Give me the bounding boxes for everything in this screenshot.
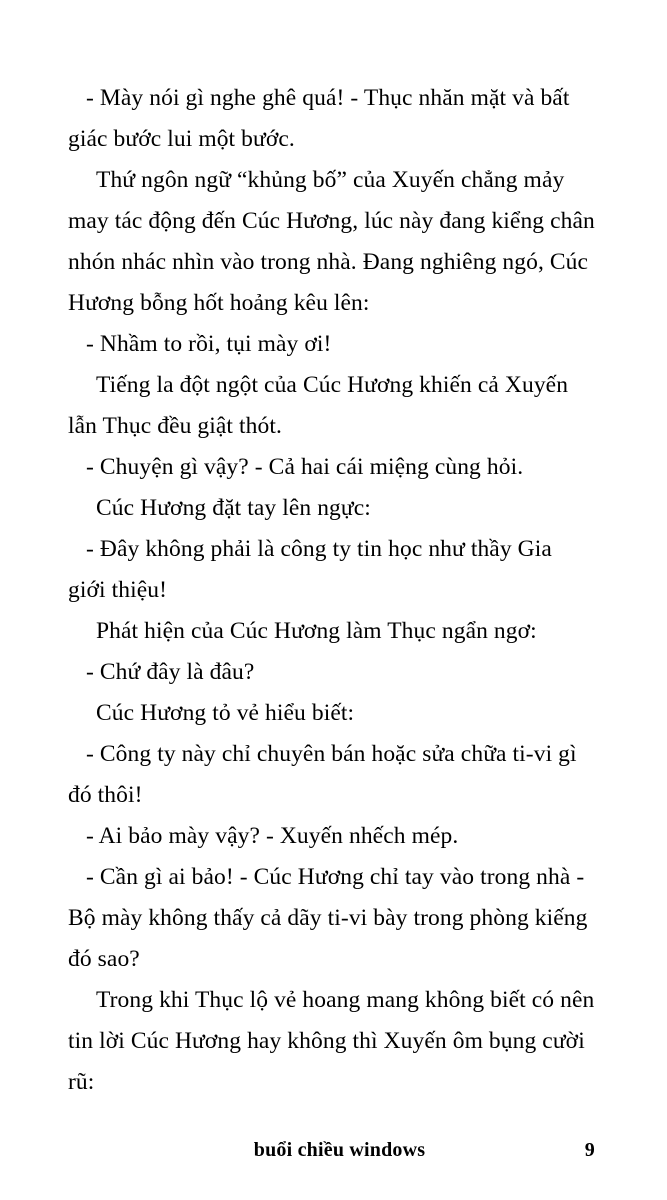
footer-book-title: buổi chiều windows bbox=[253, 1139, 426, 1161]
paragraph: - Chứ đây là đâu? bbox=[86, 659, 255, 685]
paragraph: Cúc Hương tỏ vẻ hiểu biết: bbox=[96, 700, 355, 726]
paragraph: Phát hiện của Cúc Hương làm Thục ngẩn ngơ: bbox=[96, 618, 537, 644]
paragraph: - Đây không phải là công ty tin học như thầy Gia giới thiệu! bbox=[68, 536, 552, 603]
page-body bbox=[68, 78, 595, 1103]
paragraph: - Mày nói gì nghe ghê quá! - Thục nhăn mặt và bất giác bước lui một bước. bbox=[68, 85, 570, 152]
paragraph: - Công ty này chỉ chuyên bán hoặc sửa chữa ti-vi gì đó thôi! bbox=[68, 741, 577, 808]
paragraph: Trong khi Thục lộ vẻ hoang mang không biết có nên tin lời Cúc Hương hay không thì Xuyến ôm bụng cười rũ: bbox=[68, 987, 595, 1095]
paragraph: Tiếng la đột ngột của Cúc Hương khiến cả Xuyến lẫn Thục đều giật thót. bbox=[68, 372, 569, 439]
paragraph: - Cần gì ai bảo! - Cúc Hương chỉ tay vào trong nhà - Bộ mày không thấy cả dãy ti-vi bày trong phòng kiếng đó sao? bbox=[68, 864, 588, 972]
paragraph: - Nhầm to rồi, tụi mày ơi! bbox=[86, 331, 332, 357]
footer-page-number: 9 bbox=[584, 1139, 595, 1161]
paragraph: Thứ ngôn ngữ “khủng bố” của Xuyến chẳng mảy may tác động đến Cúc Hương, lúc này đang kiểng chân nhón nhác nhìn vào trong nhà. Đang nghiêng ngó, Cúc Hương bỗng hốt hoảng kêu lên: bbox=[68, 167, 595, 316]
paragraph: - Chuyện gì vậy? - Cả hai cái miệng cùng hỏi. bbox=[86, 454, 524, 480]
page-footer bbox=[68, 1139, 595, 1162]
paragraph: Cúc Hương đặt tay lên ngực: bbox=[96, 495, 371, 521]
paragraph: - Ai bảo mày vậy? - Xuyến nhếch mép. bbox=[86, 823, 459, 849]
